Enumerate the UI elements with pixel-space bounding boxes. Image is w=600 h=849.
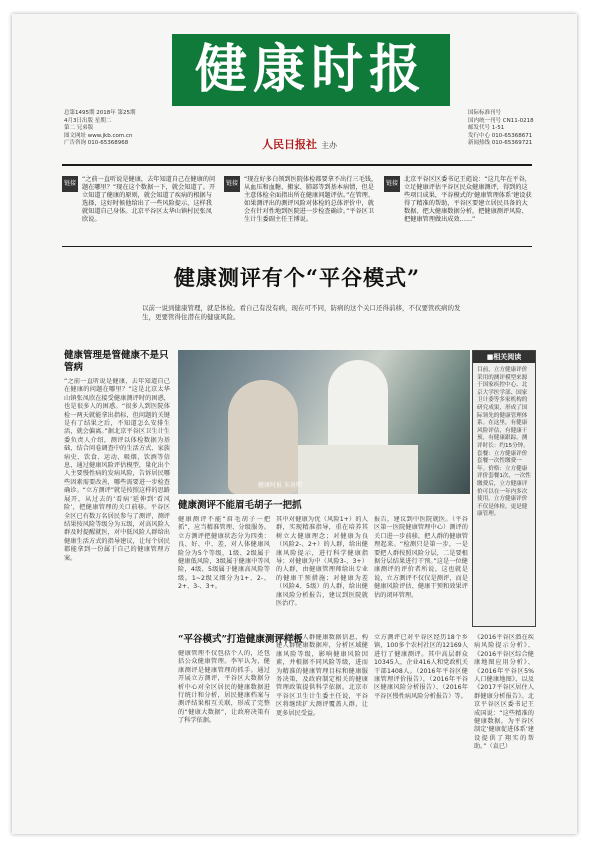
section3-subhead: “平谷模式”打造健康测评样板 (178, 634, 303, 645)
issue-line: 总第1495期 2018年 第25期 (64, 110, 136, 116)
publisher (262, 136, 337, 152)
newspaper-title: 健康时报 (194, 39, 427, 100)
info-line: 新闻热线 010-65369721 (468, 140, 533, 146)
teaser-text: “之前一直听说是健康，去年知道自己在健康的问题在哪里？”现在这个数据一下，就会知道了。开立知道了健康的原则，就会知道了疾病的根据与选择，这好时候他给出了一些风险提示，这样我就知道自己身体。北京平谷区太华山镇村民张凤欣说。 (82, 176, 216, 223)
info-line: 邮发代号 1-51 (468, 125, 505, 131)
section1-subhead: 健康管理是管健康不是只管病 (64, 350, 169, 373)
section2-body-col1: 健康测评不能“眉毛胡子一把抓”，应当精准管理、分级服务。立方测评把健康状态分为四类：良、好、中、差，对人体健康风险分为5个等级，1级、2级属于健康低风险，3级属于健康中等风险，4级、5级属于健康高风险等级。1~2级又细分为1+、2-、2+、3-、3+。 (178, 516, 270, 591)
news-photo (178, 350, 470, 494)
section3-body-col1: 健康管理不仅包括个人的，还包括公众健康管理。李军认为，健康测评是健康管理的抓手。通过开展立方测评，平谷区大数据分析中心对全区居民的健康数据进行统计和分析，居民健康档案与测评结果相互关联，形成了完整的“健康大数据”，让政府决策有了科学依据。 (178, 650, 270, 725)
issue-line: 图文网址 www.jkb.com.cn (64, 132, 133, 139)
info-line: 发行中心 010-65368671 (468, 132, 533, 139)
issue-line: 4月3日出版 星期二 (64, 117, 112, 124)
teaser-badge: 链接二 (224, 176, 240, 192)
newspaper-page (12, 14, 577, 834)
issue-line: 第二 兄弟版 (64, 125, 94, 131)
photo-person-elder (228, 380, 298, 494)
section2-body-col2: 其中对健康为优（风险1+）的人群，实现精准指导，重在培养其树立大健康理念；对健康为良（风险2-、2+）的人群，给出健康风险提示，进行科学健康指导；对健康为中（风险3-、3+）的人群，由健康管理师给出专业的健康干预措施；对健康为差（风险4、5级）的人群，给出健康风险分析报告，建议到医院就医治疗。 (276, 516, 368, 608)
section1-body: “之前一直听说是健康，去年知道自己在健康的问题在哪里？”这是北京太华山镇张凤欣在接受健康测评时的困惑，也是很多人的困惑。“很多人到医院体检一两天就能拿出指标，但问题的关键是有了结果之后，不知道怎么安排生活，就会偏离。”据北京平谷区卫生计生委负责人介绍，测评以体检数据为基础，结合问卷调查中的生活方式、家族病史、饮食、运动、吸烟、饮酒等信息，通过健康风险评估模型，量化出个人主要慢性病的发病风险，告诉居民哪些因素需要改善，哪些需要进一步检查确诊。“立方测评”就是按照这样的思路展开，从过去的‘看病’延伸到‘看风险’，把健康管理的关口前移。平谷区全区已有数万名居民参与了测评，测评结果按风险等级分为五级，对高风险人群及时提醒就医，对中低风险人群给出健康生活方式的指导建议，让每个居民都能拿到一份属于自己的健康管理方案。 (64, 378, 170, 562)
publisher-suffix: 主办 (321, 141, 337, 150)
section2-body-col3: 报告，建议到中医院就医。（平谷区第一医院健康管理中心）测评的关口进一步前移，把人群的健康管理起来。“检测只是第一步，一是要把人群按照风险分层，二是要根据分层结果进行干预。”这是一位健康测评的评价者所说。这也就是说，立方测评不仅仅是测评，而是健康风险评估、健康干预和效果评估的闭环管理。 (374, 516, 468, 599)
info-line: 国际标准刊号 (468, 110, 502, 116)
section3-body-col4: 《2016平谷区潜在疾病风险提示分析》、《2016平谷区综合健康地图应用分析》、《2016年平谷区5%人口健康地图》，以及《2017平谷区居住人群健康分析报告》。北京平谷区区委书记王成国说：“这些精准的健康数据，为平谷区制定‘健康促进体系’建设提供了翔实的帮助。”（袁已） (474, 634, 534, 751)
teaser-text: 北京平谷区区委书记王彪说：“这几年在平谷，立足健康评估平谷区民众健康测评，得到的这些项目成果，平谷模式的‘健康管理体系’建设获得了精准的帮助，平谷区要建立居民具备的大数据、把大健康数据分析，把健康测评风险、把健康管理做出成效……” (404, 176, 532, 223)
teaser-badge: 链接三 (384, 176, 400, 192)
related-reading-box (472, 350, 536, 627)
main-headline: 健康测评有个“平谷模式” (173, 265, 421, 290)
section3-body-col3: 立方测评已对平谷区经历18个乡镇，100多个农村社区的12169人进行了健康测评。其中高层群众10345人，企业416人和党政机关干部1408人。（2016年平谷区健康管理评价报告），（2016年平谷区健康风险分析报告）、（2016年平谷区慢性病风险分析报告）等。 (374, 634, 468, 700)
issue-line: 广告咨询 010-65368968 (64, 140, 129, 146)
publication-info (468, 110, 534, 148)
section3-body-col2: 通过采集人群健康数据信息，构建人群健康数据库，分析区域健康风险等级，影响健康风险因素，并根据不同风险等级，进而为精准的健康管理目标和健康服务决策，及政府制定相关的健康管理政策提供科学依据。北京市平谷区卫生计生委主任说，平谷区将继续扩大测评覆盖人群，让更多居民受益。 (276, 634, 368, 717)
teaser-rule (62, 246, 532, 247)
photo-table (298, 445, 418, 494)
related-reading-head: ■相关阅读 (473, 351, 535, 363)
related-reading-text: 目前，立方健康评价采用的测评模型来源于国家疾控中心、北京大学医学部、国家卫计委等多家机构的研究成果，形成了国际领先的健康管理体系。在这里，有健康风险评估，有健康干预，有健康跟踪。测评时长：约15分钟。套餐：立方健康评价套餐一次性缴费一年。价格：立方健康评价套餐1次，一次性缴费后，立方健康评价可以在一年内多次使用。立方健康评价不仅是体检，更是健康管理。 (477, 367, 531, 518)
publisher-name: 人民日报社 (262, 138, 317, 151)
lead-paragraph: 以前一说到健康管理，就是体检。看自己有没有病，现在可不同，防病的这个关口还得前移，不仅要管疾病的发生，更要管得住潜在的健康风险。 (142, 304, 461, 321)
teaser-text: “现在好多白领到医院体检都要拿不出行三毛钱，从血压和血糖、搬家、肺部等到基本病情，但是主意体检全面指出所在健康问题评估。”在管理、如果测评出的测评风险对体检的总体评价中，就会有针对性地到医院进一步检查确诊。”平谷区卫生计生委副主任王博说。 (244, 176, 378, 223)
teaser-strip (62, 172, 532, 242)
photo-credit: 健康时报 朱善明 (258, 482, 302, 489)
teaser-badge: 链接一 (62, 176, 78, 192)
issue-info (64, 110, 136, 148)
top-rule (62, 164, 532, 166)
info-line: 国内统一刊号 CN11-0218 (468, 117, 534, 124)
section2-subhead: 健康测评不能眉毛胡子一把抓 (178, 500, 302, 511)
